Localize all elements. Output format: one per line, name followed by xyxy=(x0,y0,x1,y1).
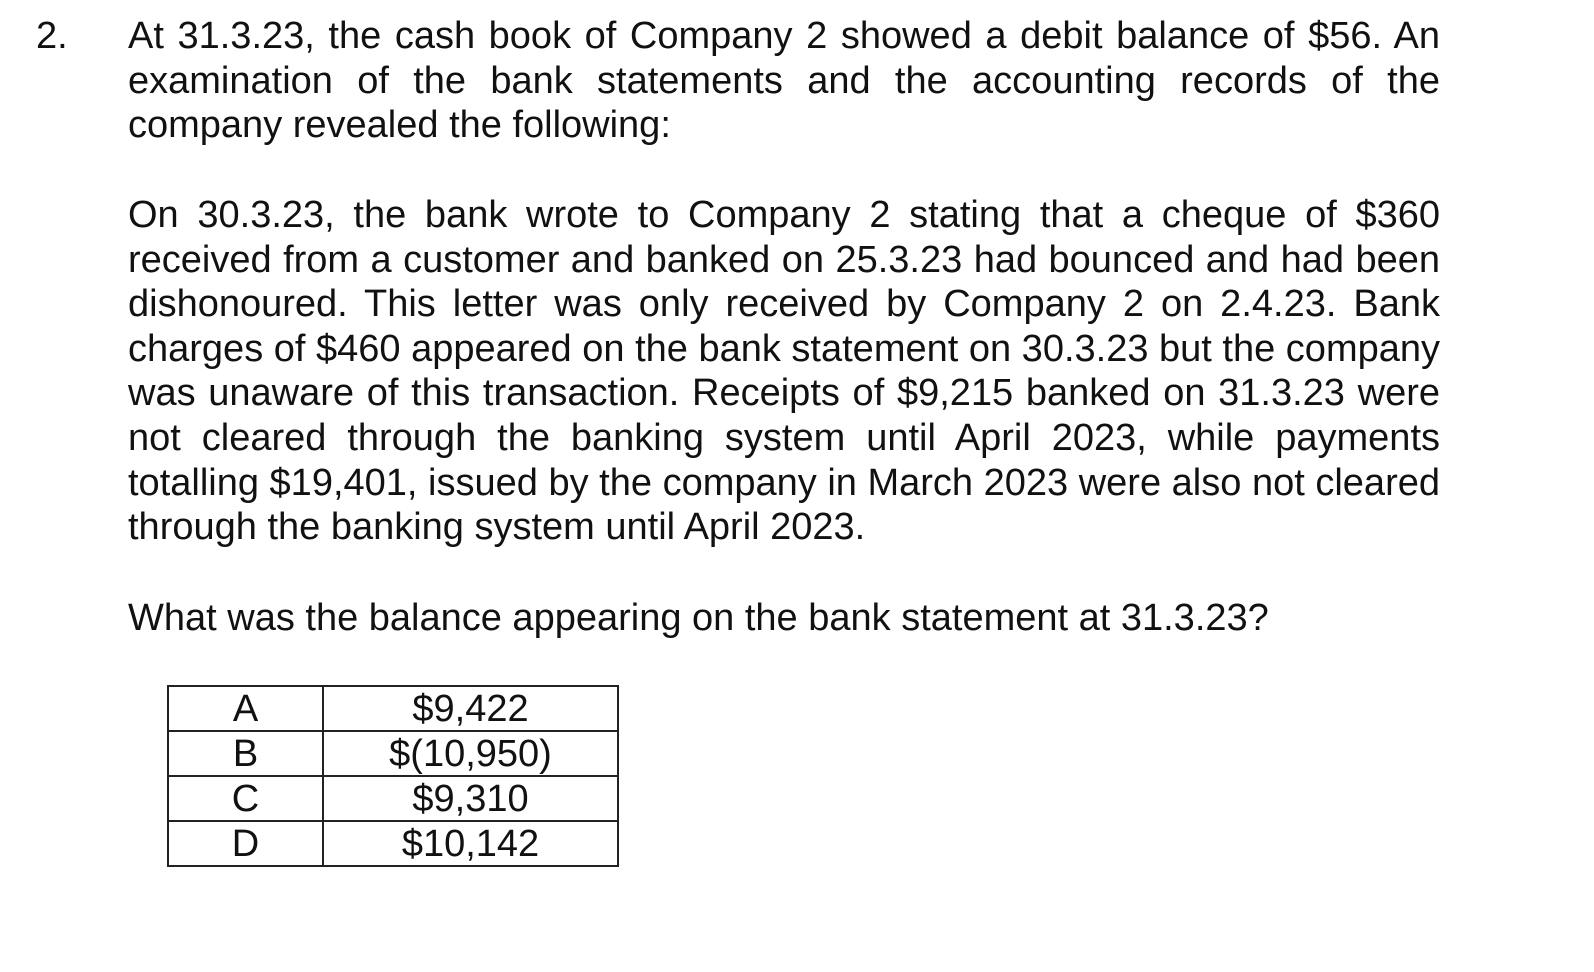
option-row-b xyxy=(168,731,618,776)
option-value: $9,422 xyxy=(323,686,618,731)
option-value: $10,142 xyxy=(323,821,618,866)
option-value: $(10,950) xyxy=(323,731,618,776)
question-details: On 30.3.23, the bank wrote to Company 2 stating that a cheque of $360 received from a customer and banked on 25.3.23 had bounced and had been dishonoured. This letter was only received by Company 2 on 2.4.23. Bank charges of $460 appeared on the bank statement on 30.3.23 but the company was unaware of this transaction. Receipts of $9,215 banked on 31.3.23 were not cleared through the banking system until April 2023, while payments totalling $19,401, issued by the company in March 2023 were also not cleared through the banking system until April 2023. xyxy=(128,194,1440,549)
option-row-d xyxy=(168,821,618,866)
answer-options-table xyxy=(167,685,619,867)
option-letter: A xyxy=(168,686,323,731)
option-row-a xyxy=(168,686,618,731)
option-letter: B xyxy=(168,731,323,776)
option-value: $9,310 xyxy=(323,776,618,821)
option-row-c xyxy=(168,776,618,821)
question-prompt: What was the balance appearing on the bank statement at 31.3.23? xyxy=(128,597,1269,639)
question-intro: At 31.3.23, the cash book of Company 2 showed a debit balance of $56. An examination of the bank statements and the accounting records of the company revealed the following: xyxy=(128,15,1440,147)
option-letter: C xyxy=(168,776,323,821)
question-number: 2. xyxy=(36,15,68,57)
option-letter: D xyxy=(168,821,323,866)
